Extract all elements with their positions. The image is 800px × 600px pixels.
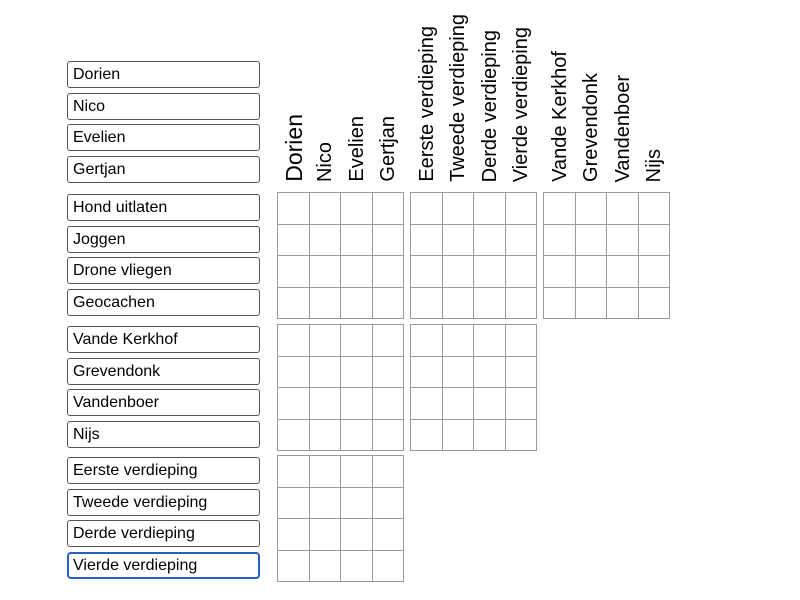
grid-cell[interactable] xyxy=(310,456,341,487)
grid-cell[interactable] xyxy=(506,357,537,388)
column-header-label: Tweede verdieping xyxy=(447,14,469,182)
grid-cell[interactable] xyxy=(544,225,575,256)
grid-cell[interactable] xyxy=(373,225,404,256)
column-header-tweede-verdieping xyxy=(442,0,474,182)
grid-block-floors-names xyxy=(277,455,404,582)
grid-cell[interactable] xyxy=(474,325,505,356)
grid-block-activities-surnames xyxy=(543,192,670,319)
row-label-input-nijs[interactable] xyxy=(67,421,260,448)
column-header-label: Derde verdieping xyxy=(479,29,501,182)
row-label-input-grevendonk[interactable] xyxy=(67,358,260,385)
column-header-label: Nico xyxy=(314,141,336,182)
grid-cell[interactable] xyxy=(474,420,505,451)
row-label-input-derde-verdieping[interactable] xyxy=(67,520,260,547)
grid-cell[interactable] xyxy=(474,388,505,419)
grid-cell[interactable] xyxy=(341,357,372,388)
column-header-evelien xyxy=(341,0,373,182)
grid-cell[interactable] xyxy=(639,225,670,256)
grid-cell[interactable] xyxy=(411,420,442,451)
grid-cell[interactable] xyxy=(278,225,309,256)
grid-cell[interactable] xyxy=(411,325,442,356)
row-label-input-vierde-verdieping-focused[interactable] xyxy=(67,552,260,579)
grid-cell[interactable] xyxy=(506,288,537,319)
grid-cell[interactable] xyxy=(278,551,309,582)
grid-cell[interactable] xyxy=(607,256,638,287)
column-header-label: Nijs xyxy=(643,148,665,182)
grid-cell[interactable] xyxy=(443,388,474,419)
grid-cell[interactable] xyxy=(341,456,372,487)
grid-cell[interactable] xyxy=(443,225,474,256)
row-label-input-vandenboer[interactable] xyxy=(67,389,260,416)
grid-cell[interactable] xyxy=(474,225,505,256)
row-label-input-gertjan[interactable] xyxy=(67,156,260,183)
grid-cell[interactable] xyxy=(411,225,442,256)
grid-cell[interactable] xyxy=(373,193,404,224)
grid-cell[interactable] xyxy=(373,388,404,419)
column-header-label: Gertjan xyxy=(377,116,399,182)
grid-cell[interactable] xyxy=(474,256,505,287)
grid-cell[interactable] xyxy=(607,193,638,224)
grid-cell[interactable] xyxy=(443,256,474,287)
row-label-input-tweede-verdieping[interactable] xyxy=(67,489,260,516)
column-header-nico xyxy=(309,0,341,182)
row-label-input-hond-uitlaten[interactable] xyxy=(67,194,260,221)
row-label-input-eerste-verdieping[interactable] xyxy=(67,457,260,484)
column-header-vande-kerkhof xyxy=(544,0,576,182)
grid-cell[interactable] xyxy=(341,488,372,519)
grid-cell[interactable] xyxy=(278,357,309,388)
grid-cell[interactable] xyxy=(373,456,404,487)
grid-cell[interactable] xyxy=(443,288,474,319)
grid-cell[interactable] xyxy=(341,551,372,582)
grid-cell[interactable] xyxy=(576,193,607,224)
grid-cell[interactable] xyxy=(474,357,505,388)
grid-cell[interactable] xyxy=(411,256,442,287)
row-label-input-evelien[interactable] xyxy=(67,124,260,151)
grid-cell[interactable] xyxy=(373,288,404,319)
column-header-gertjan xyxy=(372,0,404,182)
grid-cell[interactable] xyxy=(506,193,537,224)
grid-cell[interactable] xyxy=(341,288,372,319)
row-label-input-geocachen[interactable] xyxy=(67,289,260,316)
grid-cell[interactable] xyxy=(639,256,670,287)
grid-cell[interactable] xyxy=(576,225,607,256)
grid-cell[interactable] xyxy=(278,456,309,487)
grid-cell[interactable] xyxy=(310,193,341,224)
grid-cell[interactable] xyxy=(278,388,309,419)
grid-cell[interactable] xyxy=(576,256,607,287)
grid-cell[interactable] xyxy=(411,288,442,319)
grid-cell[interactable] xyxy=(341,519,372,550)
grid-cell[interactable] xyxy=(341,420,372,451)
grid-cell[interactable] xyxy=(373,325,404,356)
grid-cell[interactable] xyxy=(373,420,404,451)
grid-cell[interactable] xyxy=(443,420,474,451)
grid-block-surnames-floors xyxy=(410,324,537,451)
grid-cell[interactable] xyxy=(341,256,372,287)
row-label-input-nico[interactable] xyxy=(67,93,260,120)
grid-cell[interactable] xyxy=(474,193,505,224)
grid-cell[interactable] xyxy=(576,288,607,319)
grid-cell[interactable] xyxy=(278,325,309,356)
grid-cell[interactable] xyxy=(639,288,670,319)
grid-cell[interactable] xyxy=(443,357,474,388)
column-header-vandenboer xyxy=(607,0,639,182)
row-label-input-vande-kerkhof[interactable] xyxy=(67,326,260,353)
grid-cell[interactable] xyxy=(373,519,404,550)
column-header-eerste-verdieping xyxy=(411,0,443,182)
grid-cell[interactable] xyxy=(411,357,442,388)
grid-cell[interactable] xyxy=(310,519,341,550)
column-header-label: Vande Kerkhof xyxy=(549,51,571,182)
grid-cell[interactable] xyxy=(607,225,638,256)
grid-cell[interactable] xyxy=(310,225,341,256)
row-label-input-drone-vliegen[interactable] xyxy=(67,257,260,284)
column-header-label: Vierde verdieping xyxy=(510,26,532,182)
grid-cell[interactable] xyxy=(506,325,537,356)
row-label-input-joggen[interactable] xyxy=(67,226,260,253)
grid-block-surnames-names xyxy=(277,324,404,451)
column-header-dorien xyxy=(278,0,310,182)
column-header-label: Evelien xyxy=(346,116,368,182)
grid-cell[interactable] xyxy=(443,193,474,224)
grid-cell[interactable] xyxy=(278,256,309,287)
grid-cell[interactable] xyxy=(278,193,309,224)
grid-cell[interactable] xyxy=(278,288,309,319)
grid-cell[interactable] xyxy=(411,388,442,419)
grid-cell[interactable] xyxy=(341,388,372,419)
row-label-input-dorien[interactable] xyxy=(67,61,260,88)
column-header-label: Dorien xyxy=(280,114,307,182)
grid-block-activities-floors xyxy=(410,192,537,319)
grid-cell[interactable] xyxy=(639,193,670,224)
column-header-label: Grevendonk xyxy=(580,73,602,182)
grid-cell[interactable] xyxy=(506,225,537,256)
grid-cell[interactable] xyxy=(310,388,341,419)
grid-cell[interactable] xyxy=(506,256,537,287)
grid-cell[interactable] xyxy=(310,551,341,582)
grid-cell[interactable] xyxy=(443,325,474,356)
grid-cell[interactable] xyxy=(310,488,341,519)
grid-cell[interactable] xyxy=(341,225,372,256)
grid-cell[interactable] xyxy=(278,420,309,451)
column-header-grevendonk xyxy=(575,0,607,182)
column-header-label: Eerste verdieping xyxy=(416,26,438,182)
grid-cell[interactable] xyxy=(310,357,341,388)
grid-cell[interactable] xyxy=(411,193,442,224)
grid-cell[interactable] xyxy=(310,288,341,319)
grid-cell[interactable] xyxy=(373,357,404,388)
column-header-nijs xyxy=(638,0,670,182)
grid-cell[interactable] xyxy=(310,256,341,287)
grid-cell[interactable] xyxy=(506,388,537,419)
column-header-label: Vandenboer xyxy=(612,74,634,182)
grid-cell[interactable] xyxy=(474,288,505,319)
grid-cell[interactable] xyxy=(607,288,638,319)
grid-cell[interactable] xyxy=(544,193,575,224)
column-header-derde-verdieping xyxy=(474,0,506,182)
grid-cell[interactable] xyxy=(341,325,372,356)
column-header-vierde-verdieping xyxy=(505,0,537,182)
grid-cell[interactable] xyxy=(278,488,309,519)
grid-cell[interactable] xyxy=(310,420,341,451)
grid-cell[interactable] xyxy=(544,256,575,287)
grid-cell[interactable] xyxy=(341,193,372,224)
grid-cell[interactable] xyxy=(373,256,404,287)
grid-cell[interactable] xyxy=(506,420,537,451)
grid-block-activities-names xyxy=(277,192,404,319)
grid-cell[interactable] xyxy=(278,519,309,550)
grid-cell[interactable] xyxy=(544,288,575,319)
grid-cell[interactable] xyxy=(373,551,404,582)
grid-cell[interactable] xyxy=(373,488,404,519)
grid-cell[interactable] xyxy=(310,325,341,356)
